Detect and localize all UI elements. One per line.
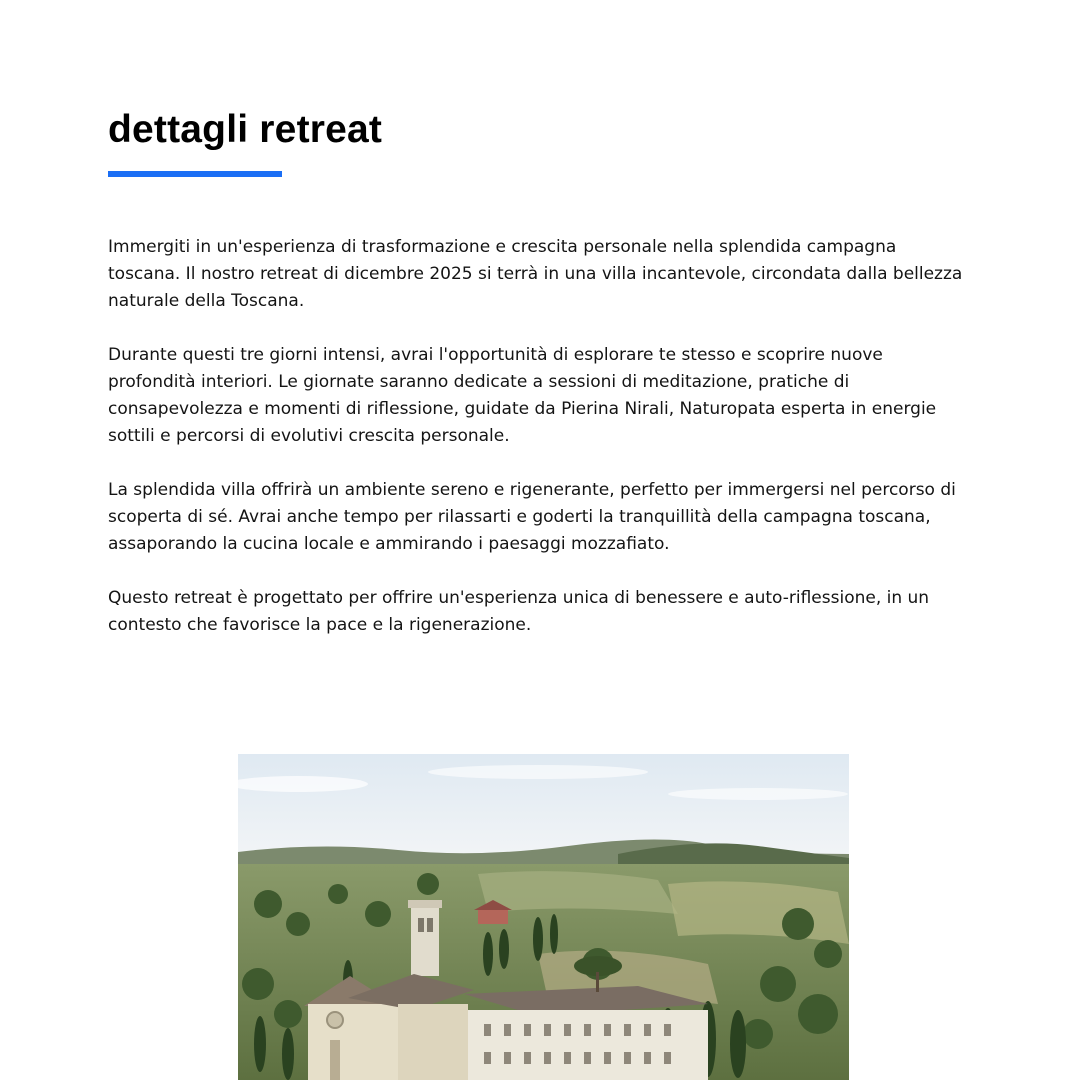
paragraph-villa: La splendida villa offrirà un ambiente sereno e rigenerante, perfetto per immergersi nel percorso di scoperta di sé. Avrai anche tempo per rilassarti e goderti la tranquillità della campagna toscana, assaporando la cucina locale e ammirando i paesaggi mozzafiato. xyxy=(108,480,956,554)
title-underline xyxy=(108,171,282,177)
villa-photo xyxy=(238,754,849,1080)
page-title: dettagli retreat xyxy=(108,108,383,151)
tuscany-villa-illustration xyxy=(238,754,849,1080)
paragraph-purpose: Questo retreat è progettato per offrire un'esperienza unica di benessere e auto-riflessione, in un contesto che favorisce la pace e la rigenerazione. xyxy=(108,588,930,635)
paragraph-intro: Immergiti in un'esperienza di trasformazione e crescita personale nella splendida campagna toscana. Il nostro retreat di dicembre 2025 si terrà in una villa incantevole, circondata dalla bellezza naturale della Toscana. xyxy=(108,237,963,311)
description-text xyxy=(108,234,968,666)
paragraph-program: Durante questi tre giorni intensi, avrai l'opportunità di esplorare te stesso e scoprire nuove profondità interiori. Le giornate saranno dedicate a sessioni di meditazione, pratiche di consapevolezza e momenti di riflessione, guidate da Pierina Nirali, Naturopata esperta in energie sottili e percorsi di evolutivi crescita personale. xyxy=(108,345,937,446)
